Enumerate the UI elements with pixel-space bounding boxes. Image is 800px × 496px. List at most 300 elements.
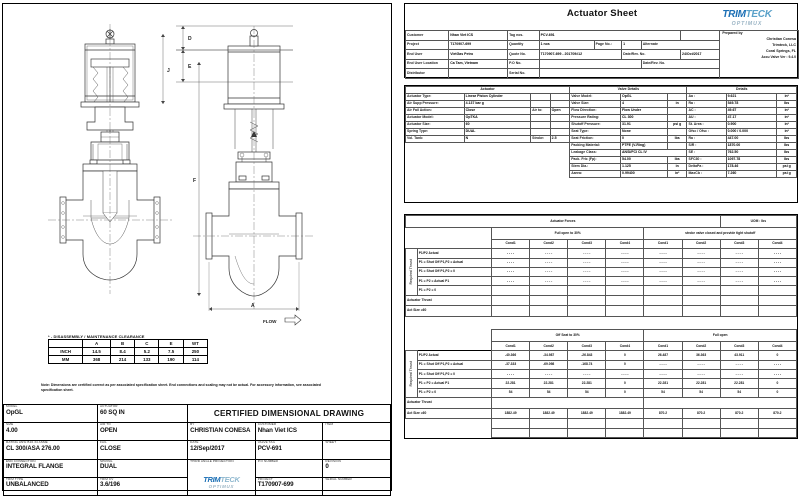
dim-cell: 190 bbox=[159, 356, 183, 364]
label-serial-no: Serial No. bbox=[508, 69, 539, 79]
details-value: 1870.00 bbox=[726, 143, 777, 150]
forces-title-row bbox=[406, 216, 797, 228]
spacer-cell bbox=[406, 419, 492, 428]
group-label-row bbox=[406, 227, 797, 239]
section-title-actuator: Actuator bbox=[406, 87, 570, 94]
force-cell: - - - - bbox=[492, 370, 530, 379]
spacer-cell bbox=[406, 342, 492, 351]
cond-header: Cond3 bbox=[568, 342, 606, 351]
valve-unit: lbs bbox=[667, 157, 687, 164]
force-cell: - - - - bbox=[492, 267, 530, 276]
actuator-value: Close bbox=[464, 108, 530, 115]
force-cell: - - - - bbox=[758, 277, 796, 286]
force-cell: 22.281 bbox=[682, 379, 720, 388]
valve-value: 0.99400 bbox=[621, 171, 668, 178]
label-date-rev-no: Date/Rev. No. bbox=[622, 50, 681, 60]
details-value: 7.260 bbox=[726, 171, 777, 178]
table-row bbox=[406, 171, 797, 178]
thrust-cell bbox=[758, 306, 796, 317]
thrust-spacer bbox=[644, 397, 797, 408]
field-value: PCV-691 bbox=[257, 444, 282, 452]
force-row-label: P1 = Shut Off P1,P2 = Actual bbox=[417, 258, 491, 267]
value-row0-k4 bbox=[681, 31, 720, 41]
field-project bbox=[255, 477, 323, 495]
field-label: TRIM CV bbox=[100, 476, 114, 481]
table-row bbox=[406, 428, 797, 438]
svg-text:FLOW: FLOW bbox=[263, 319, 277, 324]
actuator-thrust-label: Actuator Thrust bbox=[406, 397, 492, 408]
field-value: T170907-699 bbox=[257, 481, 294, 489]
dim-cell: 368 bbox=[83, 356, 111, 364]
table-row bbox=[406, 31, 799, 41]
value-quantity: 1 nos bbox=[539, 40, 594, 50]
field-label: END CONNECTION bbox=[6, 458, 36, 463]
field-value: INTEGRAL FLANGE bbox=[6, 463, 64, 471]
force-cell: 54 bbox=[720, 388, 758, 397]
force-row-label: P1/P2 Actual bbox=[417, 249, 491, 258]
cond-header: Cond4 bbox=[758, 342, 796, 351]
group-full-open: Full open bbox=[644, 330, 797, 342]
empty-cell bbox=[606, 419, 644, 428]
force-cell: - - - - bbox=[758, 258, 796, 267]
table-row bbox=[406, 388, 797, 397]
details-key: MaxCb : bbox=[687, 171, 726, 178]
force-row-label: P1 = P2 = 0 bbox=[417, 286, 491, 295]
force-cell: - - - - bbox=[720, 258, 758, 267]
svg-text:E: E bbox=[188, 64, 192, 70]
force-cell: - - - - bbox=[530, 370, 568, 379]
field-model bbox=[4, 405, 98, 423]
dim-col-e: E bbox=[159, 340, 183, 348]
thrust-cell bbox=[644, 306, 682, 317]
details-key: Ra : bbox=[687, 101, 726, 108]
dim-cell: 214 bbox=[110, 356, 134, 364]
force-cell: 43.911 bbox=[720, 351, 758, 360]
valve-value: ANSI/FCI CL IV bbox=[621, 150, 687, 157]
group-full-open-to-30: Full open to 30% bbox=[492, 227, 644, 239]
details-unit: lbs bbox=[777, 136, 797, 143]
valve-unit: lbs bbox=[667, 136, 687, 143]
details-unit: lbs bbox=[777, 150, 797, 157]
prepared-by-location: Coral Springs, FL bbox=[766, 49, 796, 54]
force-cell bbox=[682, 286, 720, 295]
details-key: AC : bbox=[687, 108, 726, 115]
force-cell bbox=[720, 286, 758, 295]
details-unit: psi g bbox=[777, 171, 797, 178]
valve-key: Pressure Rating: bbox=[570, 115, 621, 122]
force-cell: 0 bbox=[606, 351, 644, 360]
table-row bbox=[406, 150, 797, 157]
force-row-label: P1 = Shut Off P1,P2 = 0 bbox=[417, 370, 491, 379]
value-serial-no bbox=[539, 69, 720, 79]
title-block bbox=[3, 404, 391, 496]
force-cell: 54 bbox=[682, 388, 720, 397]
details-key: SE : bbox=[687, 150, 726, 157]
value-end-user-location: Ca Tam, Vietnam bbox=[449, 59, 508, 69]
cond-header: Cond2 bbox=[682, 239, 720, 248]
force-cell: -26.843 bbox=[568, 351, 606, 360]
field-fail bbox=[98, 441, 188, 459]
table-row bbox=[49, 356, 208, 364]
dim-col-c: C bbox=[135, 340, 159, 348]
label-page-no: Page No.: bbox=[594, 40, 622, 50]
table-row bbox=[406, 306, 797, 317]
empty-cell bbox=[758, 419, 796, 428]
details-key: Ra : bbox=[687, 136, 726, 143]
force-cell: - - - - bbox=[606, 249, 644, 258]
valve-key: Packing Material: bbox=[570, 143, 621, 150]
valve-value: None bbox=[621, 129, 668, 136]
prepared-by-name: Christian Conesa bbox=[766, 37, 796, 41]
details-unit: psi g bbox=[777, 164, 797, 171]
actuator-key2 bbox=[531, 115, 551, 122]
thrust-cell bbox=[530, 306, 568, 317]
details-unit: lbs bbox=[777, 101, 797, 108]
valve-unit bbox=[667, 129, 687, 136]
value-distributor bbox=[449, 69, 508, 79]
section-title-details: Details bbox=[687, 87, 797, 94]
dim-col-blank bbox=[49, 340, 83, 348]
details-key: AU : bbox=[687, 115, 726, 122]
value-quote-no: T170907-699 - 201709#12 bbox=[539, 50, 622, 60]
spacer-cell bbox=[406, 150, 570, 157]
force-cell bbox=[606, 286, 644, 295]
details-value: 0.900 bbox=[726, 122, 777, 129]
svg-text:F: F bbox=[193, 178, 197, 184]
certified-drawing-title: CERTIFIED DIMENSIONAL DRAWING bbox=[188, 405, 391, 423]
thrust-cell: 870.2 bbox=[720, 408, 758, 419]
table-row bbox=[406, 370, 797, 379]
field-trim-cv bbox=[98, 477, 188, 495]
field-value: 0 bbox=[325, 463, 329, 471]
valve-unit bbox=[667, 115, 687, 122]
valve-key: Leakage Class: bbox=[570, 150, 621, 157]
details-value: 49.67 bbox=[726, 108, 777, 115]
empty-cell bbox=[644, 419, 682, 428]
actuator-value: OpTKA bbox=[464, 115, 530, 122]
actuator-key2 bbox=[531, 101, 551, 108]
spacer-cell bbox=[406, 143, 570, 150]
details-unit: in² bbox=[777, 94, 797, 101]
value-customer: Nhan Viet ICS bbox=[449, 31, 508, 41]
valve-unit: psi g bbox=[667, 122, 687, 129]
table-row bbox=[406, 267, 797, 276]
valve-unit bbox=[667, 94, 687, 101]
actuator-value: N bbox=[464, 136, 530, 143]
valve-key: Stem Dia.: bbox=[570, 164, 621, 171]
force-cell: -37.333 bbox=[492, 360, 530, 369]
actuator-key2: Stroke: bbox=[531, 136, 551, 143]
thrust-cell bbox=[758, 295, 796, 306]
field-label: SERIAL NUMBER bbox=[325, 476, 352, 481]
dim-col-wt: WT bbox=[183, 340, 207, 348]
thrust-cell bbox=[644, 295, 682, 306]
label-po-no: P.O No. bbox=[508, 59, 539, 69]
thrust-cell bbox=[720, 306, 758, 317]
force-cell: - - - - bbox=[682, 370, 720, 379]
thrust-cell: 870.2 bbox=[758, 408, 796, 419]
field-value: CL 300/ASA 276.00 bbox=[6, 444, 60, 452]
table-row bbox=[406, 249, 797, 258]
uom-label: UOM : lbs bbox=[720, 216, 796, 228]
table-row bbox=[406, 101, 797, 108]
details-unit: in² bbox=[777, 108, 797, 115]
force-row-label: P1 = P2 = Actual P1 bbox=[417, 277, 491, 286]
dim-cell: 250 bbox=[183, 348, 207, 356]
field-rating bbox=[4, 441, 98, 459]
force-cell: 0 bbox=[758, 388, 796, 397]
valve-unit bbox=[667, 143, 687, 150]
thrust-spacer bbox=[492, 397, 644, 408]
details-key: S/R : bbox=[687, 143, 726, 150]
thrust-cell bbox=[492, 295, 530, 306]
valve-value: PTFE (V-Ring) bbox=[621, 143, 668, 150]
field-label: ITEM bbox=[325, 422, 334, 427]
table-row bbox=[406, 115, 797, 122]
dim-cell: 133 bbox=[135, 356, 159, 364]
valve-key: Shutoff Pressure: bbox=[570, 122, 621, 129]
force-cell: 0 bbox=[758, 351, 796, 360]
spacer-cell bbox=[406, 428, 492, 438]
details-key: Ofsc / Ofsc : bbox=[687, 129, 726, 136]
thrust-cell bbox=[682, 295, 720, 306]
label-end-user: End User bbox=[406, 50, 449, 60]
label-tag-nos: Tag nos. bbox=[508, 31, 539, 41]
field-date bbox=[188, 441, 256, 459]
force-cell: - - - - bbox=[530, 258, 568, 267]
thrust-cell bbox=[720, 295, 758, 306]
details-key: St. Area : bbox=[687, 122, 726, 129]
label-distributor: Distributor bbox=[406, 69, 449, 79]
spacer-cell bbox=[406, 178, 797, 203]
force-cell: - - - - bbox=[720, 360, 758, 369]
cond-header: Cond1 bbox=[492, 342, 530, 351]
force-cell: - - - - bbox=[568, 267, 606, 276]
force-cell: - - - - bbox=[682, 249, 720, 258]
force-cell: - - - - bbox=[530, 277, 568, 286]
actuator-key: Spring Type: bbox=[406, 129, 465, 136]
thrust-cell: 870.2 bbox=[644, 408, 682, 419]
details-value: 549.78 bbox=[726, 101, 777, 108]
force-cell: - - - - bbox=[606, 258, 644, 267]
drawing-panel bbox=[2, 3, 392, 491]
field-revision bbox=[323, 459, 391, 477]
force-cell: - - - - bbox=[492, 277, 530, 286]
svg-text:A: A bbox=[251, 303, 255, 309]
force-cell: - - - - bbox=[606, 267, 644, 276]
actuator-key2: Air to: bbox=[531, 108, 551, 115]
empty-cell bbox=[568, 428, 606, 438]
field-label: ACTUATOR bbox=[100, 404, 118, 408]
field-value: 4.00 bbox=[6, 426, 18, 434]
logo-sub: OPTIMUX bbox=[731, 21, 763, 27]
force-cell: - - - - bbox=[568, 249, 606, 258]
act-size-label: Act Size =60 bbox=[406, 306, 492, 317]
valve-value: 31.91 bbox=[621, 122, 668, 129]
table-row bbox=[406, 108, 797, 115]
table-row bbox=[406, 122, 797, 129]
sheet-header-box bbox=[404, 3, 798, 78]
valve-value: OpGL bbox=[621, 94, 668, 101]
field-sheet bbox=[323, 441, 391, 459]
field-label: THIRD ANGLE PROJECTION bbox=[190, 458, 234, 463]
force-cell: - - - - bbox=[606, 370, 644, 379]
force-cell: 0 bbox=[606, 379, 644, 388]
empty-cell bbox=[758, 428, 796, 438]
actuator-key2 bbox=[531, 129, 551, 136]
valve-key: Seat Friction: bbox=[570, 136, 621, 143]
force-cell bbox=[644, 286, 682, 295]
force-cell: - - - - bbox=[720, 267, 758, 276]
details-unit: lbs bbox=[777, 157, 797, 164]
valve-value: Flow Under bbox=[621, 108, 668, 115]
prepared-by-company: Trimteck, LLC bbox=[772, 43, 796, 48]
force-cell: - - - - bbox=[530, 249, 568, 258]
thrust-cell bbox=[606, 295, 644, 306]
value-tag-nos: PCV-691 bbox=[539, 31, 680, 41]
table-row bbox=[406, 397, 797, 408]
group-stroke-valve-closed: stroke valve closed and provide tight shutoff bbox=[644, 227, 797, 239]
field-end-connection bbox=[4, 459, 98, 477]
logo-title-block bbox=[190, 475, 253, 489]
section-gap bbox=[406, 316, 797, 329]
thrust-cell bbox=[606, 306, 644, 317]
table-row bbox=[406, 129, 797, 136]
dim-cell: 7.5 bbox=[159, 348, 183, 356]
cond-header: Cond1 bbox=[644, 342, 682, 351]
empty-cell bbox=[568, 419, 606, 428]
force-cell: - - - - bbox=[644, 277, 682, 286]
dimension-table bbox=[48, 334, 208, 364]
value-project: T170907-699 bbox=[449, 40, 508, 50]
svg-text:D: D bbox=[188, 36, 192, 42]
actuator-key: Actuator Size: bbox=[406, 122, 465, 129]
force-cell: - - - - bbox=[644, 258, 682, 267]
table-row bbox=[406, 286, 797, 295]
thrust-cell: 1882.49 bbox=[492, 408, 530, 419]
spacer-cell bbox=[406, 239, 492, 248]
actuator-key: Air Supp Pressure: bbox=[406, 101, 465, 108]
details-unit: in² bbox=[777, 115, 797, 122]
dim-col-a: A bbox=[83, 340, 111, 348]
field-air-to bbox=[98, 423, 188, 441]
spacer-cell bbox=[406, 171, 570, 178]
spacer-cell bbox=[406, 164, 570, 171]
empty-cell bbox=[720, 419, 758, 428]
logo-trim: TRIM bbox=[722, 9, 746, 20]
cond-header: Cond4 bbox=[606, 342, 644, 351]
actuator-key: Air Fail Action: bbox=[406, 108, 465, 115]
actuator-thrust-label: Actuator Thrust bbox=[406, 295, 492, 306]
cond-header-row bbox=[406, 342, 797, 351]
valve-unit bbox=[667, 108, 687, 115]
table-row bbox=[406, 157, 797, 164]
label-date-rev-no-2: Date/Rev. No. bbox=[641, 59, 720, 69]
field-value: 12/Sep/2017 bbox=[190, 444, 225, 452]
field-value: 3.6/196 bbox=[100, 481, 120, 489]
spacer-cell bbox=[406, 157, 570, 164]
empty-cell bbox=[492, 428, 530, 438]
force-cell: - - - - bbox=[682, 267, 720, 276]
force-cell: 0 bbox=[606, 360, 644, 369]
field-value: DUAL bbox=[100, 463, 117, 471]
table-row bbox=[406, 351, 797, 360]
field-label: BY bbox=[190, 422, 195, 427]
field-label: FAIL bbox=[100, 440, 107, 445]
details-key: Aa : bbox=[687, 94, 726, 101]
details-value: 1097.78 bbox=[726, 157, 777, 164]
dim-unit-mm: MM bbox=[49, 356, 83, 364]
force-cell: - - - - bbox=[758, 249, 796, 258]
force-cell: 0 bbox=[758, 379, 796, 388]
details-value: 762.50 bbox=[726, 150, 777, 157]
table-row bbox=[406, 360, 797, 369]
field-size bbox=[4, 423, 98, 441]
field-spring bbox=[98, 459, 188, 477]
table-row bbox=[406, 258, 797, 267]
valve-unit: in bbox=[667, 164, 687, 171]
field-value: 60 SQ IN bbox=[100, 408, 125, 416]
field-label: SIZE bbox=[6, 422, 14, 427]
force-cell: 54 bbox=[492, 388, 530, 397]
actuator-value2 bbox=[550, 129, 570, 136]
value-po-no bbox=[539, 59, 641, 69]
table-row bbox=[49, 348, 208, 356]
actuator-key: Actuator Type: bbox=[406, 94, 465, 101]
force-cell: - - - - bbox=[530, 267, 568, 276]
cond-header: Cond3 bbox=[720, 239, 758, 248]
group-off-seat-to-30: Off Seat to 30% bbox=[492, 330, 644, 342]
dim-col-b: B bbox=[110, 340, 134, 348]
field-label: TRIM TYPE bbox=[6, 476, 24, 481]
valve-unit: in bbox=[667, 101, 687, 108]
prepared-by-label: Prepared by bbox=[722, 31, 743, 35]
force-row-label: P1 = P2 = Actual P1 bbox=[417, 379, 491, 388]
force-cell: 22.281 bbox=[530, 379, 568, 388]
field-label: MODEL bbox=[6, 404, 18, 408]
trimteck-logo bbox=[701, 9, 793, 27]
details-key: SFC30 : bbox=[687, 157, 726, 164]
empty-cell bbox=[530, 419, 568, 428]
label-project: Project bbox=[406, 40, 449, 50]
table-row bbox=[406, 277, 797, 286]
force-cell: 22.281 bbox=[492, 379, 530, 388]
actuator-value2 bbox=[550, 101, 570, 108]
actuator-forces-title: Actuator Forces bbox=[406, 216, 721, 228]
force-cell: - - - - bbox=[606, 277, 644, 286]
force-cell: -69.098 bbox=[530, 360, 568, 369]
field-label: SPRING bbox=[100, 458, 113, 463]
force-row-label: P1 = Shut Off P1,P2 = 0 bbox=[417, 267, 491, 276]
field-label: PROJECT bbox=[257, 476, 273, 481]
valve-unit: in² bbox=[667, 171, 687, 178]
field-po-number bbox=[255, 459, 323, 477]
force-cell: - - - - bbox=[720, 370, 758, 379]
force-cell: - - - - bbox=[644, 370, 682, 379]
logo-trim: TRIM bbox=[203, 475, 221, 485]
actuator-value2: Open bbox=[550, 108, 570, 115]
svg-text:J: J bbox=[167, 68, 170, 74]
value-date-rev-no: 24/Oct/2017 bbox=[681, 50, 720, 60]
force-cell: 0 bbox=[606, 388, 644, 397]
force-cell: - - - - bbox=[758, 370, 796, 379]
force-cell: 54 bbox=[530, 388, 568, 397]
field-value: OPEN bbox=[100, 426, 118, 434]
label-customer: Customer bbox=[406, 31, 449, 41]
actuator-key2 bbox=[531, 94, 551, 101]
force-row-label: P1 = P2 = 0 bbox=[417, 388, 491, 397]
table-row bbox=[406, 136, 797, 143]
